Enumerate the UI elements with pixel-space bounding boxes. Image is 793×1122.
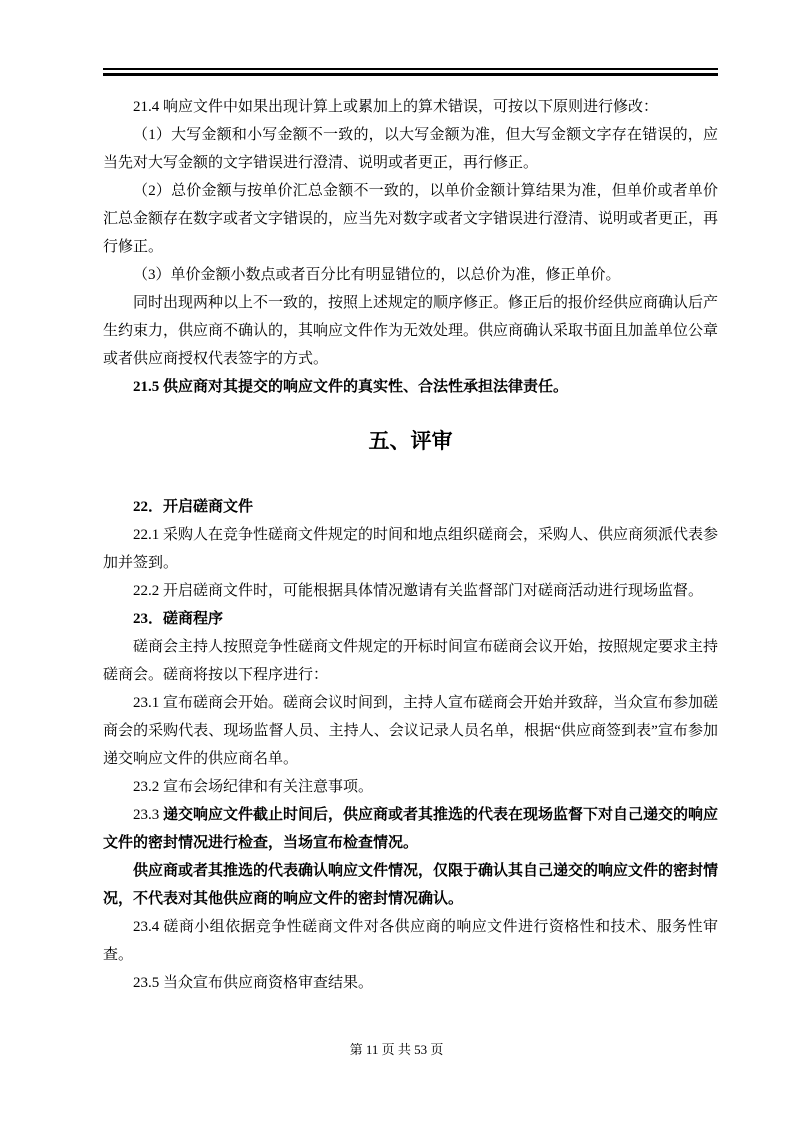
text-run: 22．开启磋商文件: [133, 499, 254, 515]
text-run: 23.3: [133, 807, 163, 823]
clause-21-4-item-2: [103, 177, 718, 261]
text-run: 递交响应文件截止时间后，供应商或者其推选的代表在现场监督下对自己递交的响应文件的密封情况进行检查，当场宣布检查情况。: [103, 807, 719, 851]
text-run: 供应商或者其推选的代表确认响应文件情况，仅限于确认其自己递交的响应文件的密封情况，不代表对其他供应商的响应文件的密封情况确认。: [103, 863, 719, 907]
text-run: （2）总价金额与按单价汇总金额不一致的，以单价金额计算结果为准，但单价或者单价汇总金额存在数字或者文字错误的，应当先对数字或者文字错误进行澄清、说明或者更正，再行修正。: [103, 183, 719, 255]
text-run: 22.1 采购人在竞争性磋商文件规定的时间和地点组织磋商会，采购人、供应商须派代表参加并签到。: [103, 527, 719, 571]
section-heading-evaluation: [103, 423, 718, 461]
text-run: 21.5 供应商对其提交的响应文件的真实性、合法性承担法律责任。: [133, 379, 569, 395]
clause-23-3-note: [103, 857, 718, 913]
clause-23-4: [103, 913, 718, 969]
text-run: 同时出现两种以上不一致的，按照上述规定的顺序修正。修正后的报价经供应商确认后产生约束力，供应商不确认的，其响应文件作为无效处理。供应商确认采取书面且加盖单位公章或者供应商授权代表签字的方式。: [103, 295, 719, 367]
text-run: 23．磋商程序: [133, 611, 224, 627]
text-run: 23.1 宣布磋商会开始。磋商会议时间到，主持人宣布磋商会开始并致辞，当众宣布参加磋商会的采购代表、现场监督人员、主持人、会议记录人员名单，根据“供应商签到表”宣布参加递交响应文件的供应商名单。: [103, 695, 719, 767]
text-run: 22.2 开启磋商文件时，可能根据具体情况邀请有关监督部门对磋商活动进行现场监督。: [133, 583, 704, 599]
text-run: （3）单价金额小数点或者百分比有明显错位的，以总价为准，修正单价。: [133, 267, 621, 283]
clause-22-1: [103, 521, 718, 577]
page-footer: [0, 1040, 793, 1060]
clause-23-5: [103, 969, 718, 997]
document-body: [103, 93, 718, 997]
page-number-text: 第 11 页 共 53 页: [349, 1042, 444, 1057]
clause-21-4: [103, 93, 718, 121]
text-run: 23.4 磋商小组依据竞争性磋商文件对各供应商的响应文件进行资格性和技术、服务性审查。: [103, 919, 718, 963]
clause-23-intro: [103, 633, 718, 689]
text-run: （1）大写金额和小写金额不一致的，以大写金额为准，但大写金额文字存在错误的，应当先对大写金额的文字错误进行澄清、说明或者更正，再行修正。: [103, 127, 718, 171]
clause-23-2: [103, 773, 718, 801]
text-run: 五、评审: [368, 430, 453, 453]
header-rule: [103, 68, 718, 76]
clause-23-heading: [103, 605, 718, 633]
text-run: 21.4 响应文件中如果出现计算上或累加上的算术错误，可按以下原则进行修改：: [133, 99, 659, 115]
text-run: 23.2 宣布会场纪律和有关注意事项。: [133, 779, 374, 795]
clause-21-4-item-3: [103, 261, 718, 289]
clause-23-1: [103, 689, 718, 773]
clause-22-2: [103, 577, 718, 605]
clause-23-3: [103, 801, 718, 857]
clause-21-4-note: [103, 289, 718, 373]
clause-22-heading: [103, 493, 718, 521]
clause-21-5: [103, 373, 718, 401]
text-run: 23.5 当众宣布供应商资格审查结果。: [133, 975, 374, 991]
text-run: 磋商会主持人按照竞争性磋商文件规定的开标时间宣布磋商会议开始，按照规定要求主持磋商会。磋商将按以下程序进行：: [103, 639, 719, 683]
clause-21-4-item-1: [103, 121, 718, 177]
